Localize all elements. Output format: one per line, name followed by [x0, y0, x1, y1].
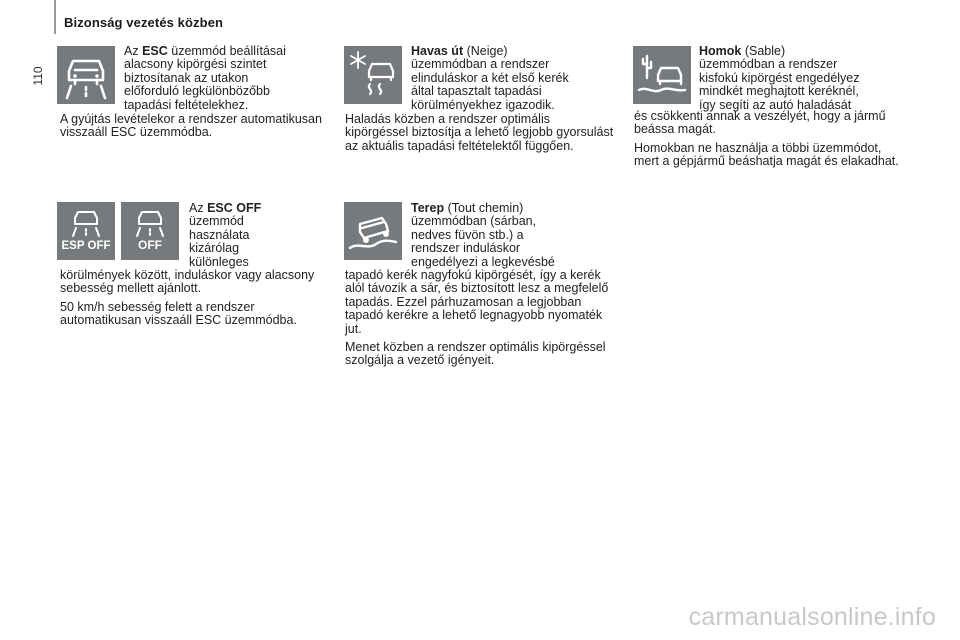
sand-paragraphs: és csökkenti annak a veszélyét, hogy a jármű beássa magát. Homokban ne használja a többi üzemmódot, mert a gépjármű beáshatja magát és elakadhat.: [634, 109, 899, 169]
esc-name: ESC: [142, 44, 168, 58]
snow-road-icon: [344, 46, 402, 104]
esp-off-icon: [57, 202, 115, 260]
header-edge-bar: [54, 0, 56, 34]
off-label: OFF: [138, 238, 162, 252]
car-traction-icon: [57, 46, 115, 104]
terrain-paragraphs: tapadó kerék nagyfokú kipörgését, így a kerék alól távozik a sár, és biztosított lesz a megfelelő tapadás. Ezzel párhuzamosan a legjobban tapadó kerékre a lehető legnagyobb nyomaték jut. Menet közben a rendszer optimális kipörgéssel szolgálja a vezető igényeit.: [345, 268, 609, 368]
page-title: Bizonság vezetés közben: [64, 15, 224, 30]
mud-terrain-icon: [344, 202, 402, 260]
snow-lead: Havas út (Neige) üzemmódban a rendszer elinduláskor a két első kerék által tapasztalt tapadási körülményekhez igazodik.: [411, 44, 569, 112]
esc-lead: Az ESC üzemmód beállításai alacsony kipörgési szintet biztosítanak az utakon előforduló legkülönbözőbb tapadási feltételekhez.: [124, 44, 286, 112]
page-number: 110: [31, 66, 45, 86]
snow-paragraph: Haladás közben a rendszer optimális kipörgéssel biztosítja a lehető legjobb gyorsulást az aktuális tapadási feltételektől függően.: [345, 112, 614, 153]
sand-cactus-icon: [633, 46, 691, 104]
terrain-lead: Terep (Tout chemin) üzemmódban (sárban, nedves füvön stb.) a rendszer induláskor engedélyezi a legkevésbé: [411, 201, 555, 269]
sand-lead: Homok (Sable) üzemmódban a rendszer kisfokú kipörgést engedélyez mindkét meghajtott keréknél, így segíti az autó haladását: [699, 44, 860, 112]
esc-off-name: ESC OFF: [207, 201, 262, 215]
esc-off-lead: Az ESC OFF üzemmód használata kizárólag különleges: [189, 201, 262, 269]
esp-off-label: ESP OFF: [61, 240, 111, 252]
watermark: carmanualsonline.info: [688, 603, 936, 631]
terrain-name: Terep: [411, 201, 445, 215]
off-icon: [121, 202, 179, 260]
esc-off-paragraphs: körülmények között, induláskor vagy alacsony sebesség mellett ajánlott. 50 km/h sebesség felett a rendszer automatikusan visszaáll ESC üzemmódba.: [60, 268, 315, 328]
sand-name: Homok: [699, 44, 742, 58]
esc-paragraph: A gyújtás levételekor a rendszer automatikusan visszaáll ESC üzemmódba.: [60, 112, 322, 140]
snow-name: Havas út: [411, 44, 464, 58]
